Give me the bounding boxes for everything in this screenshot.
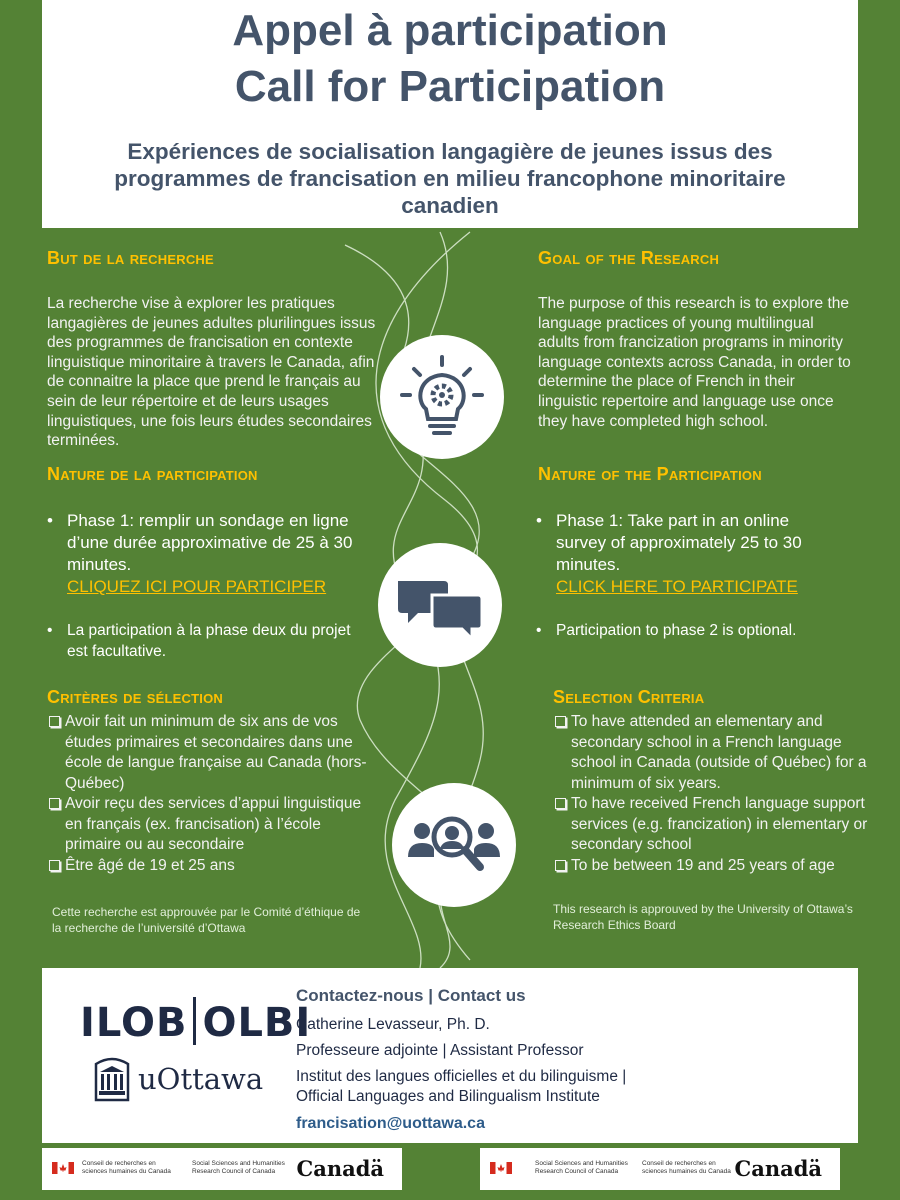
- bullet-dot: •: [536, 622, 542, 639]
- contact-institute-en: Official Languages and Bilingualism Institute: [296, 1088, 600, 1105]
- title-fr: Appel à participation: [232, 6, 668, 55]
- checkbox-icon: [49, 860, 60, 871]
- checkbox-icon: [49, 716, 60, 727]
- goal-heading-en: Goal of the Research: [538, 248, 720, 268]
- team-search-circle: [392, 783, 516, 907]
- sshrc-banner-left: [42, 1148, 402, 1190]
- criteria-heading-fr: Critères de sélection: [47, 687, 223, 707]
- bullet-phase2-en: [536, 620, 846, 641]
- checkbox-icon: [555, 798, 566, 809]
- chat-bubbles-icon: [378, 543, 502, 667]
- chat-circle: [378, 543, 502, 667]
- footer-box: [42, 968, 858, 1143]
- bullet-dot: •: [536, 511, 542, 530]
- canada-wordmark: Canadä: [296, 1156, 384, 1181]
- sshrc-banner-right: [480, 1148, 840, 1190]
- goal-text-en: The purpose of this research is to explore the language practices of young multilingual adults from francization programs in minority language contexts across Canada, in order to determine the place of French in their linguistic repertoire and language use once they have completed high school.: [538, 295, 851, 430]
- lightbulb-circle: [380, 335, 504, 459]
- participate-link-fr[interactable]: CLIQUEZ ICI POUR PARTICIPER: [67, 577, 327, 596]
- uottawa-logo: uOttawa: [92, 1056, 132, 1106]
- subtitle: Expériences de socialisation langagière de jeunes issus des programmes de francisation en milieu francophone minoritaire canadien: [114, 139, 786, 218]
- bullet-phase1-fr: [47, 510, 377, 598]
- criteria-item: To be between 19 and 25 years of age: [553, 856, 873, 877]
- lightbulb-gear-icon: [380, 335, 504, 459]
- criteria-heading-en: Selection Criteria: [553, 687, 705, 707]
- criteria-item: Avoir fait un minimum de six ans de vos études primaires et secondaires dans une école de langue française au Canada (hors-Québec): [47, 712, 377, 794]
- bullet-phase1-fr-text: Phase 1: remplir un sondage en ligne d’une durée approximative de 25 à 30 minutes.: [67, 511, 353, 574]
- sshrc-text-b: Conseil de recherches en sciences humaines du Canada: [642, 1160, 731, 1175]
- canada-wordmark: Canadä: [734, 1156, 822, 1181]
- contact-institute-fr: Institut des langues officielles et du bilinguisme |: [296, 1068, 627, 1085]
- canada-flag-icon: [490, 1162, 512, 1174]
- canada-flag-icon: [52, 1162, 74, 1174]
- nature-heading-fr: Nature de la participation: [47, 464, 258, 484]
- checkbox-icon: [49, 798, 60, 809]
- uottawa-building-icon: [92, 1056, 132, 1102]
- bullet-dot: •: [47, 511, 53, 530]
- contact-heading: Contactez-nous | Contact us: [296, 986, 526, 1005]
- criteria-item: Être âgé de 19 et 25 ans: [47, 856, 377, 877]
- title-en: Call for Participation: [234, 62, 666, 111]
- ethics-note-en: This research is approuved by the University of Ottawa’s Research Ethics Board: [553, 902, 853, 932]
- bullet-phase2-fr-text: La participation à la phase deux du projet est facultative.: [67, 622, 351, 660]
- bullet-phase1-en: [536, 510, 836, 598]
- contact-block: [296, 986, 626, 1133]
- sshrc-text-b: Social Sciences and Humanities Research Council of Canada: [192, 1160, 285, 1175]
- sshrc-text-a: Social Sciences and Humanities Research Council of Canada: [535, 1160, 628, 1175]
- criteria-item: Avoir reçu des services d’appui linguistique en français (ex. francisation) à l’école primaire ou au secondaire: [47, 794, 377, 856]
- contact-email[interactable]: francisation@uottawa.ca: [296, 1115, 485, 1132]
- ilob-olbi-logo: ILOB OLBI: [80, 1000, 311, 1049]
- participate-link-en[interactable]: CLICK HERE TO PARTICIPATE: [556, 577, 798, 596]
- ethics-note-fr: Cette recherche est approuvée par le Comité d’éthique de la recherche de l’université d’Ottawa: [52, 905, 361, 935]
- goal-heading-fr: But de la recherche: [47, 248, 214, 268]
- nature-heading-en: Nature of the Participation: [538, 464, 762, 484]
- criteria-list-en: [553, 712, 873, 876]
- bullet-phase2-fr: [47, 620, 367, 662]
- people-search-icon: [392, 783, 516, 907]
- bullet-phase2-en-text: Participation to phase 2 is optional.: [556, 622, 797, 639]
- criteria-item: To have attended an elementary and secondary school in a French language school in Canada (outside of Québec) for a minimum of six years.: [553, 712, 873, 794]
- criteria-item: To have received French language support services (e.g. francization) in elementary or secondary school: [553, 794, 873, 856]
- bullet-phase1-en-text: Phase 1: Take part in an online survey of approximately 25 to 30 minutes.: [556, 511, 802, 574]
- contact-role: Professeure adjointe | Assistant Professor: [296, 1042, 584, 1059]
- goal-text-fr: La recherche vise à explorer les pratiques langagières de jeunes adultes plurilingues issus des programmes de francisation en contexte linguistique minoritaire à travers le Canada, afin de connaitre la place que prend le français au sein de leur répertoire et de leurs usages linguistiques, une fois leurs études secondaires terminées.: [47, 295, 376, 450]
- header-box: [42, 0, 858, 228]
- checkbox-icon: [555, 716, 566, 727]
- bullet-dot: •: [47, 622, 53, 639]
- sshrc-text-a: Conseil de recherches en sciences humaines du Canada: [82, 1160, 171, 1175]
- contact-name: Catherine Levasseur, Ph. D.: [296, 1016, 490, 1033]
- criteria-list-fr: [47, 712, 377, 876]
- checkbox-icon: [555, 860, 566, 871]
